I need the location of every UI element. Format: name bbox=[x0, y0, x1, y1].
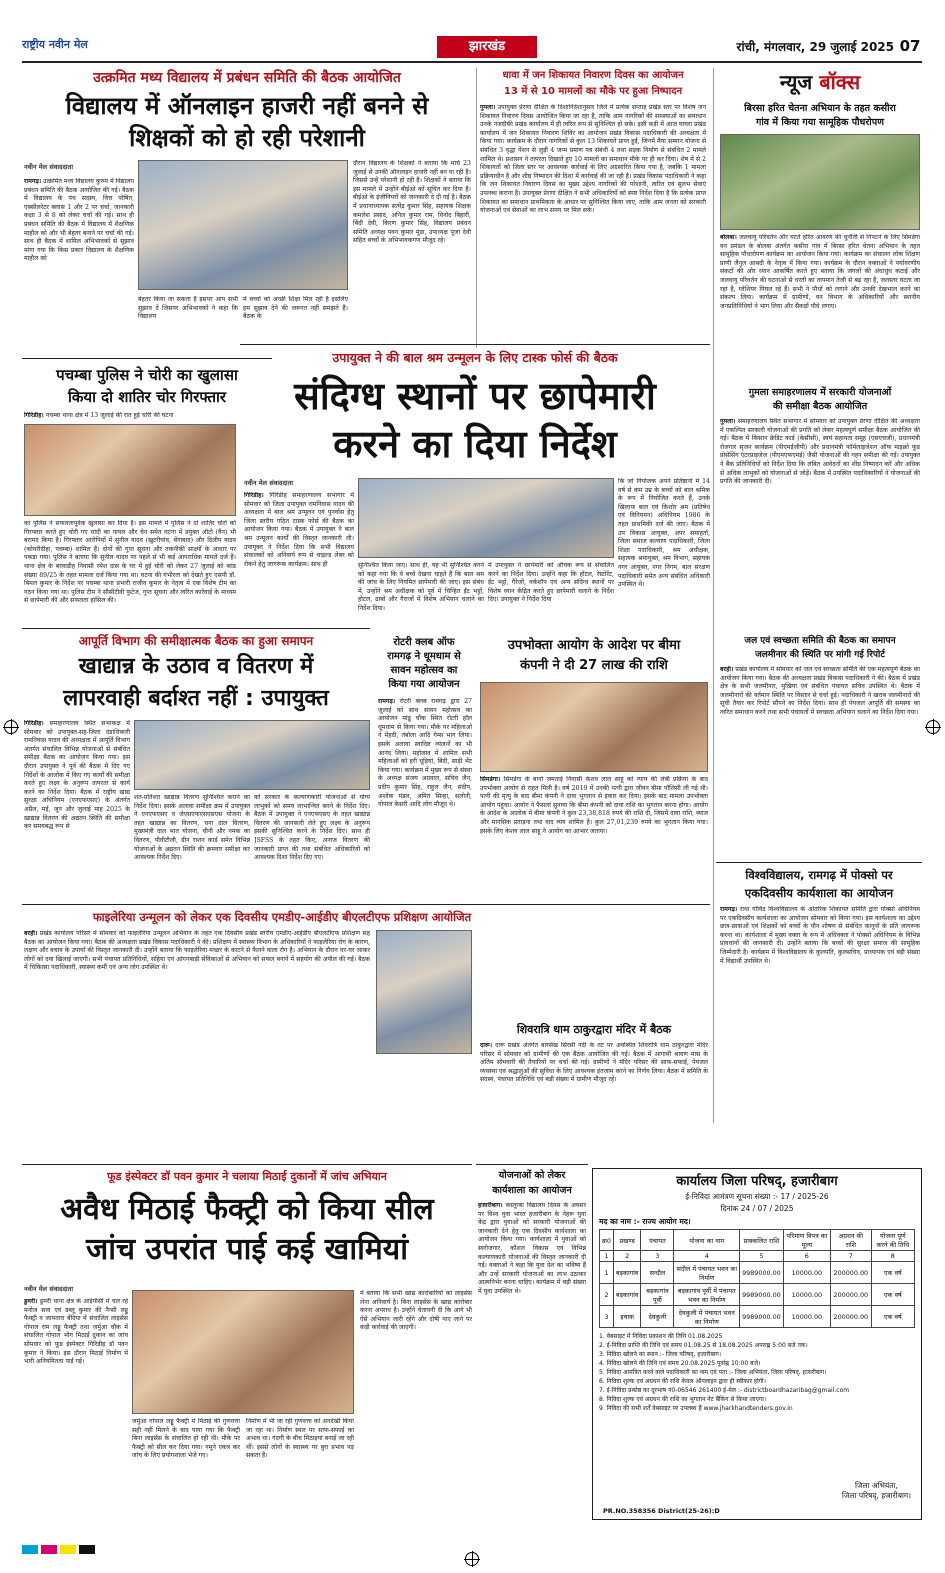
story7-headline-1: उपभोक्ता आयोग के आदेश पर बीमा bbox=[507, 638, 681, 653]
story4-col3: में उपायुक्त ने छापेमारी को औचक रूप से संचालित करने का निर्देश दिया। उन्होंने कहा कि होटल, रेस्टोरेंट, ईंट भट्ठों, गैरेजों, वर्कशॉप एवं अन्य संदिग्ध स्थानों पर विशेष ध्यान केंद्रित करते हुए छापेमारी चलाने के निर्देश दिए। उपायुक्त ने निर्देश दिया bbox=[488, 562, 614, 604]
tender-colnum-cell: 5 bbox=[740, 1251, 784, 1262]
tender-header-row bbox=[600, 1230, 915, 1251]
tender-colnum-cell: 2 bbox=[613, 1251, 640, 1262]
story1-body-c: में बच्चों को अच्छी शिक्षा मिल रही है इसलिए हम सुझाव देने की जरूरत नहीं समझते हैं। बैठक के bbox=[243, 296, 348, 321]
story5-col1: गिरिडीह। समाहरणालय स्थित सभाकक्ष में सोमवार को उपायुक्त-सह-जिला दंडाधिकारी रामनिवास यादव की अध्यक्षता में आपूर्ति विभाग अंतर्गत संचालित विभिन्न योजनाओं से संबंधित समीक्षा बैठक का आयोजन किया गया। इस दौरान उपायुक्त ने पूर्व की बैठक में दिए गए निर्देशों के आलोक में किए गए कार्यों की समीक्षा करते हुए लक्ष्य के अनुरूप तत्परता से कार्य करने का निर्देश दिया। बैठक में राष्ट्रीय खाद्य सुरक्षा अधिनियम (एनएफएसए) के अंतर्गत अप्रैल, मई, जून और जुलाई माह 2025 के खाद्यान्न वितरण की अद्यतन स्थिति की समीक्षा कर समयबद्ध रूप से bbox=[24, 720, 130, 831]
table-cell: देवकुली bbox=[641, 1306, 674, 1328]
story4-headline-2: करने का दिया निर्देश bbox=[333, 422, 617, 466]
table-row bbox=[600, 1306, 915, 1328]
table-cell: 200000.00 bbox=[830, 1284, 871, 1306]
story7-headline-2: कंपनी ने दी 27 लाख की राशि bbox=[520, 658, 668, 673]
story1-body-d: दौरान विद्यालय के शिक्षकों ने बताया कि मार्च 23 जुलाई से उनकी ऑनलाइन हाजरी नहीं बन पा रही है। जिससे उन्हें परेशानी हो रही है। शिक्षकों ने बताया कि इस मामले में उन्होंने बीईओ को सूचित कर दिया है। बीईओ के इंजीनियरों को जानकारी दे दी गई है। बैठक में प्रधानाध्यापक सत्येंद्र कुमार सिंह, सहायक शिक्षक कमलेश प्रसाद, अनिल कुमार राम, विनोद बिहारी, बिंदी देवी, किरण कुमार सिंह, विद्यालय प्रबंधन समिति अध्यक्ष पवन कुमार मुंडा, उपाध्यक्ष पूजा देवी सहित बच्चों के अभिभावकगण मौजूद रहे। bbox=[353, 160, 471, 245]
table-cell: एक वर्ष bbox=[871, 1284, 914, 1306]
tender-header-cell: प्रखण्ड bbox=[613, 1230, 640, 1251]
tender-colnum-cell: 3 bbox=[641, 1251, 674, 1262]
table-cell: इचाक bbox=[613, 1306, 640, 1328]
story11-kicker: फूड इंस्पेक्टर डॉ पवन कुमार ने चलाया मिठाई दुकानों में जांच अभियान bbox=[107, 1170, 387, 1183]
story12-headline-2: कार्यशाला का आयोजन bbox=[492, 1185, 572, 1196]
section-tab: झारखंड bbox=[437, 36, 537, 58]
tender-header-cell: प्राक्कलित राशि bbox=[740, 1230, 784, 1251]
right-col-separator bbox=[713, 68, 714, 1123]
table-cell: 10000.00 bbox=[783, 1306, 830, 1328]
newsbox-b1: बोलबा। जलवायु परिवर्तन और घटते हरित आवरण की चुनौती से निपटने के लिए सिमडेगा वन प्रमंडल के बोलबा अंतर्गत कसीरा गांव में बिरसा हरित चेतना अभियान के तहत सामूहिक पौधारोपण कार्यक्रम का आयोजन किया गया। कार्यक्रम का संचालन लोक शिक्षण प्राणी जैनुल आबदी के नेतृत्व में किया गया। कार्यक्रम के दौरान वक्ताओं ने पर्यावरणीय संकटों की ओर ध्यान आकर्षित करते हुए बताया कि जंगलों की अंधाधुंध कटाई और जलवायु परिवर्तन की घटनाओं से धरती का तापमान तेजी से बढ़ रहा है, जलस्तर घटता जा रहा है, ग्लेशियर पिघल रहे हैं। सभी ने पौधों को लगाने और उनकी देखभाल करने का संकल्प लिया। कार्यक्रम में ग्रामीणों, वन विभाग के अधिकारियों और स्थानीय जनप्रतिनिधियों ने भाग लिया और सैकड़ों पौधे लगाए। bbox=[720, 234, 920, 310]
table-cell: 10000.00 bbox=[783, 1284, 830, 1306]
tender-date-label: दिनांक bbox=[720, 1204, 739, 1213]
tender-note: 2. ई-निविदा प्राप्ति की तिथि एवं समय 01.08.25 से 18.08.2025 अपराह्न 5:00 बजे तक। bbox=[599, 1342, 808, 1349]
newsbox-h3-1: जल एवं स्वच्छता समिति की बैठक का समापन bbox=[744, 636, 896, 646]
tender-sign-org: जिला परिषद्, हजारीबाग। bbox=[841, 1491, 911, 1500]
story5-kicker: आपूर्ति विभाग की समीक्षात्मक बैठक का हुआ समापन bbox=[78, 634, 314, 648]
tender-office: कार्यालय जिला परिषद्, हजारीबाग bbox=[676, 1174, 838, 1189]
newsbox-b2: गुमला। समाहरणालय स्थित सभागार में सोमवार को उपायुक्त प्रेरणा दीक्षित की अध्यक्षता में एकल्पित सरकारी योजनाओं की प्रगति को लेकर महत्वपूर्ण समीक्षा बैठक आयोजित की गई। बैठक में किसान क्रेडिट कार्ड (केसीसी), स्वयं सहायता समूह (एसएचजी), प्रधानमंत्री रोजगार सृजन कार्यक्रम (पीएमईजीपी) और प्रधानमंत्री फॉर्मलाइजेशन ऑफ माइक्रो फूड प्रोसेसिंग एंटरप्राइजेज (पीएमएफएमई) जैसी योजनाओं की गहन समीक्षा की गई। उपायुक्त ने बैंक प्रतिनिधियों को निर्देश दिया कि लंबित आवेदनों का शीघ्र निष्पादन करें और अधिक से अधिक लाभुकों को योजनाओं से जोड़ें। बैठक में उपस्थित पदाधिकारियों ने योजनाओं की प्रगति की जानकारी दी। bbox=[720, 418, 920, 486]
tender-note: 3. निविदा खोलने का स्थान :- जिला परिषद्, हजारीबाग। bbox=[599, 1351, 722, 1358]
story7-photo bbox=[480, 682, 708, 772]
tender-fund: मद का नाम :- राज्य आयोग मद। bbox=[599, 1217, 691, 1226]
swatch-magenta bbox=[41, 1545, 57, 1554]
swatch-cyan bbox=[22, 1545, 38, 1554]
table-cell: बड़कागांव पूर्वी bbox=[641, 1284, 674, 1306]
tender-colnum-cell: 7 bbox=[830, 1251, 871, 1262]
story9-body: बरही। प्रखंड कार्यालय परिसर में सोमवार को फाइलेरिया उन्मूलन अभियान के तहत एक दिवसीय प्रखंड स्तरीय एमडीए-आईडीए बीएलटीएफ प्रशिक्षण सह बैठक का आयोजन किया गया। बैठक की अध्यक्षता प्रखंड विकास पदाधिकारी ने की। प्रशिक्षण में स्वास्थ्य विभाग के अधिकारियों ने फाइलेरिया रोग के कारण, लक्षण और बचाव के उपायों की विस्तृत जानकारी दी। उन्होंने बताया कि फाइलेरिया मच्छर के काटने से फैलने वाला रोग है। अभियान के दौरान घर-घर जाकर लोगों को दवा खिलाई जाएगी। सभी पंचायत प्रतिनिधियों, सहिया एवं आंगनबाड़ी सेविकाओं से अभियान को सफल बनाने में सहयोग की अपील की गई। बैठक में चिकित्सा पदाधिकारी, स्वास्थ्य कर्मी एवं अन्य लोग उपस्थित थे। bbox=[24, 930, 370, 972]
story8-headline-2: एकदिवसीय कार्यशाला का आयोजन bbox=[744, 886, 894, 900]
tender-colnum-row bbox=[600, 1251, 915, 1262]
news-box-title-b: बॉक्स bbox=[819, 70, 861, 94]
story1-byline: नवीन मेल संवाददाता bbox=[24, 163, 73, 171]
masthead bbox=[22, 34, 922, 60]
tender-note: 7. ई-निविदा प्रकोष्ठ का दूरभाष नं0-06546 261400 ई-मेल :- districtboardhazaribag@gmail.com bbox=[599, 1387, 850, 1394]
story4-col4: कि जो नियोजक अपने प्रतिष्ठानों में 14 वर्ष से कम उम्र के बच्चों को बाल श्रमिक के रूप में नियोजित करते हैं, उनके खिलाफ बाल एवं किशोर श्रम (प्रतिषेध एवं विनियमन) अधिनियम 1986 के तहत प्राथमिकी दर्ज की जाए। बैठक में उप विकास आयुक्त, अपर समाहर्ता, जिला समाज कल्याण पदाधिकारी, जिला शिक्षा पदाधिकारी, श्रम अधीक्षक, सहायक श्रमायुक्त, श्रम विभाग, सहायक नगर आयुक्त, नगर निगम, बाल संरक्षण पदाधिकारी समेत अन्य संबंधित अधिकारी उपस्थित थे। bbox=[618, 478, 710, 589]
table-cell: 10000.00 bbox=[783, 1262, 830, 1284]
story12-body: हजारीबाग। कस्तूरबा विद्यालय दिवस के अवसर पर विश्व युवा भारत हजारीबाग के नेहरू युवा केंद्र द्वारा युवाओं को सरकारी योजनाओं की जानकारी देने हेतु एक दिवसीय कार्यशाला का आयोजन किया गया। कार्यशाला में युवाओं को स्वरोजगार, कौशल विकास एवं विभिन्न कल्याणकारी योजनाओं की विस्तृत जानकारी दी गई। वक्ताओं ने कहा कि युवा देश का भविष्य हैं और उन्हें सरकारी योजनाओं का लाभ उठाकर आत्मनिर्भर बनना चाहिए। कार्यक्रम में बड़ी संख्या में युवा उपस्थित थे। bbox=[478, 1202, 586, 1295]
story11-byline: नवीन मेल संवाददाता bbox=[24, 1285, 73, 1293]
table-cell: 200000.00 bbox=[830, 1262, 871, 1284]
story9-rule bbox=[22, 904, 710, 905]
tender-colnum-cell: 8 bbox=[871, 1251, 914, 1262]
story5-photo bbox=[134, 720, 370, 790]
newsbox-h2-2: की समीक्षा बैठक आयोजित bbox=[772, 401, 868, 412]
tender-note: 8. निविदा शुल्क एवं अग्रधन की राशि का भुगतान नेट बैंकिंग से किया जाएगा। bbox=[599, 1396, 767, 1403]
tender-notice-no: 17 / 2025-26 bbox=[780, 1192, 829, 1201]
tender-note: 6. निविदा शुल्क एवं अग्रधन की राशि केवल ऑनलाइन द्वारा ही स्वीकार होगी। bbox=[599, 1378, 766, 1385]
tender-colnum-cell: 4 bbox=[674, 1251, 740, 1262]
story4-headline-1: संदिग्ध स्थानों पर छापेमारी bbox=[294, 374, 656, 418]
col-separator bbox=[476, 68, 477, 348]
table-cell: एक वर्ष bbox=[871, 1306, 914, 1328]
story5-col2: शत-प्रतिशत खाद्यान्न वितरण सुनिश्चित कराने का निर्देश दिया। इसके अलावा समीक्षा क्रम में उपायुक्त ने एनएफएसए व जेएसएफएसएसएस योजना के तहत खाद्यान्न का वितरण, चना दाल वितरण, मुख्यमंत्री दाल भात योजना, चीनी और नमक का वितरण, पीवीटीजी, ग्रीन राशन कार्ड समेत विभिन्न योजनाओं के अद्यतन स्थिति की क्रमवार समीक्षा कर आवश्यक निर्देश दिए। bbox=[134, 794, 250, 862]
table-cell: 3 bbox=[600, 1306, 614, 1328]
story11-col4: में बताया कि सभी खाद्य कारोबारियों को लाइसेंस लेना अनिवार्य है। बिना लाइसेंस के खाद्य कारोबार करना अपराध है। उन्होंने चेतावनी दी कि आगे भी ऐसे अभियान जारी रहेंगे और दोषी पाए जाने पर कड़ी कार्रवाई की जाएगी। bbox=[360, 1290, 472, 1332]
masthead-rule bbox=[22, 61, 922, 63]
table-cell: 2 bbox=[600, 1284, 614, 1306]
tender-header-cell: योजना का नाम bbox=[674, 1230, 740, 1251]
newsbox-h2-1: गुमला समाहरणालय में सरकारी योजनाओं bbox=[748, 387, 892, 398]
tender-sign-title: जिला अभियंता, bbox=[855, 1481, 898, 1490]
tender-header-cell: परिमाण विपत्र का मूल्य bbox=[783, 1230, 830, 1251]
registration-mark-left bbox=[4, 720, 18, 734]
story6-body: रामगढ़। रोटरी क्लब रामगढ़ द्वारा 27 जुलाई को साथ सावन महोत्सव का आयोजन मांडू चौक स्थित रोटरी हॉल धूमधाम से किया गया। मौके पर महिलाओं ने मेंहदी, तंबोला आदि गेम्स भाग लिया। इसके अलावा स्वादिष्ट व्यंजनों का भी आनंद लिया। महोत्सव में शामिल सभी महिलाओं को हरी चूड़ियां, बिंदी, साड़ी भेंट किया गया। कार्यक्रम में मुख्य रूप से संस्था के अध्यक्ष संजय अग्रवाल, सचिव जैन, प्रदीप कुमार सिंह, राहुल जैन, संदीप, अशोक मंडल, अमित सिन्हा, सलोनी, गोपाल केसरी आदि लोग मौजूद थे। bbox=[378, 698, 472, 809]
story6-headline-1: रोटरी क्लब ऑफ bbox=[393, 637, 455, 648]
tender-colnum-cell: 1 bbox=[600, 1251, 614, 1262]
story4-col1: गिरिडीह। गिरिडीह समाहरणालय सभागार में सोमवार को जिला उपायुक्त रामनिवास यादव की अध्यक्षता में बाल श्रम उन्मूलन एवं पुनर्वास हेतु जिला स्तरीय गठित टास्क फोर्स की बैठक का आयोजन किया गया। बैठक में उपायुक्त ने बाल श्रम उन्मूलन कार्यों की विस्तृत जानकारी ली। उपायुक्त ने निर्देश दिया कि सभी विद्यालय संचालकों को अनिवार्य रूप से चाइल्ड लेबर को रोकने हेतु जागरूक कार्यक्रम। साथ ही bbox=[244, 492, 354, 568]
table-cell: संदौल में पंचायत भवन का निर्माण bbox=[674, 1262, 740, 1284]
story11-col2: जर्मुआ गोपाल लड्डू फैक्ट्री में मिठाई की गुणवत्ता सही नहीं मिलने के बाद पाया गया कि फैक्ट्री बिना लाइसेंस के संचालित हो रही थी। मौके पर फैक्ट्री को सील कर दिया गया। नमूने एकत्र कर जांच के लिए प्रयोगशाला भेजे गए। bbox=[132, 1418, 240, 1460]
story3-kicker-1: धावा में जन शिकायत निवारण दिवस का आयोजन bbox=[502, 70, 684, 81]
story10-headline: शिवरात्रि धाम ठाकुरद्वारा मंदिर में बैठक bbox=[516, 1023, 672, 1036]
story4-byline: नवीन मेल संवाददाता bbox=[244, 479, 293, 487]
registration-mark-right bbox=[926, 720, 940, 734]
story8-headline-1: विश्वविद्यालय, रामगढ़ में पोक्सो पर bbox=[745, 868, 893, 882]
table-row bbox=[600, 1284, 915, 1306]
story1-headline-1: विद्यालय में ऑनलाइन हाजरी नहीं बनने से bbox=[65, 92, 429, 120]
tender-notes bbox=[599, 1332, 915, 1413]
story1-photo bbox=[138, 160, 348, 290]
table-cell: बड़कागांव पूर्वी में पंचायत भवन का निर्माण bbox=[674, 1284, 740, 1306]
table-row bbox=[600, 1262, 915, 1284]
story7-body: सिमडेगा। सिमडेगा के बानो जमताई निवासी केशव लाल साहू को न्याय की लंबी प्रक्रिया के बाद उपभोक्ता आयोग से राहत मिली है। वर्ष 2019 में उनकी पत्नी द्वारा जीवन बीमा पॉलिसी ली गई थी। पत्नी की मृत्यु के बाद बीमा कंपनी ने दावा भुगतान से इंकार कर दिया। इसके बाद मामला उपभोक्ता आयोग पहुंचा। आयोग ने फैसला सुनाया कि बीमा कंपनी को दावा राशि का भुगतान करना होगा। आयोग के आदेश के आलोक में बीमा कंपनी ने कुल 23,38,818 रुपये की राशि दी, जिसमें दावा राशि, ब्याज और मानसिक प्रताड़ना तथा वाद व्यय शामिल है। कुल 27,01,239 रुपये का भुगतान किया गया। इसके लिए केशव लाल साहू ने आयोग का आभार जताया। bbox=[480, 776, 708, 835]
tender-notice-line bbox=[599, 1191, 915, 1203]
story12-rule bbox=[476, 1164, 588, 1165]
story2-rule bbox=[22, 358, 272, 359]
tender-date: 24 / 07 / 2025 bbox=[740, 1204, 794, 1213]
tender-header-cell: पंचायत bbox=[641, 1230, 674, 1251]
tender-header-cell: योजना पूर्ण करने की तिथि bbox=[871, 1230, 914, 1251]
newsbox-photo bbox=[720, 134, 920, 230]
story8-body: रामगढ़। राधा गोविंद विश्वविद्यालय के आंतरिक शिकायत समिति द्वारा पोक्सो अधिनियम पर एकदिवसीय कार्यशाला का आयोजन सोमवार को किया गया। इस कार्यशाला का उद्देश्य छात्र-छात्राओं एवं शिक्षकों को बच्चों के यौन शोषण से संबंधित कानूनों के प्रति जागरूक करना था। कार्यशाला में मुख्य वक्ता के रूप में अधिवक्ता ने पोक्सो अधिनियम के विभिन्न प्रावधानों की जानकारी दी। उन्होंने बताया कि बच्चों की सुरक्षा समाज की सामूहिक जिम्मेदारी है। कार्यक्रम में विश्वविद्यालय के कुलपति, कुलसचिव, प्राध्यापक एवं बड़ी संख्या में विद्यार्थी उपस्थित थे। bbox=[720, 906, 920, 965]
story4-photo bbox=[358, 478, 614, 558]
story5-headline-1: खाद्यान्न के उठाव व वितरण में bbox=[78, 654, 314, 679]
tender-note: 5. निविदा आमंत्रित करने वाले पदाधिकारी का नाम एवं पता :- जिला अभियंता, जिला परिषद्, हजारीबाग। bbox=[599, 1369, 827, 1376]
tender-note: 4. निविदा खोलने की तिथि एवं समय 20.08.2025 पूर्वाह्न 10:00 बजे। bbox=[599, 1360, 761, 1367]
table-cell: बड़कागांव bbox=[613, 1262, 640, 1284]
tender-sign bbox=[842, 1481, 911, 1501]
tender-note: 9. निविदा की सभी शर्तें वेबसाइट पर उपलब्ध हैं www.jharkhandtenders.gov.in bbox=[599, 1405, 793, 1412]
story5-col3: को सरकार के कल्याणकारी योजनाओं से योग्य लाभुकों को समय लाभान्वित करने के निर्देश दिए। बैठक में उपायुक्त ने एनएफएसए के तहत खाद्यान्न वितरण की जानकारी लेते हुए लक्ष्य के अनुरूप इसकी सुनिश्चित करने के निर्देश दिए। साथ ही JSFSS के तहत किए, अनाज वितरण की जानकारी प्राप्त की तथा संबंधित अधिकारियों को आवश्यक दिशा निर्देश दिए गए। bbox=[254, 794, 370, 862]
tender-date-line bbox=[599, 1203, 915, 1215]
tender-header-cell: अग्रधन की राशि bbox=[830, 1230, 871, 1251]
story5-headline-2: लापरवाही बर्दाश्त नहीं : उपायुक्त bbox=[63, 686, 329, 711]
table-cell: एक वर्ष bbox=[871, 1262, 914, 1284]
tender-colnum-cell: 6 bbox=[783, 1251, 830, 1262]
story11-headline-2: जांच उपरांत पाई कई खामियां bbox=[86, 1232, 408, 1267]
story11-headline-1: अवैध मिठाई फैक्ट्री को किया सील bbox=[60, 1192, 434, 1227]
tender-note: 1. वेबसाइट में निविदा प्रकाशन की तिथि 01.08.2025 bbox=[599, 1333, 723, 1340]
registration-mark-bottom bbox=[465, 1552, 479, 1566]
story11-rule bbox=[22, 1164, 472, 1165]
story1-kicker: उत्क्रमित मध्य विद्यालय में प्रबंधन समिति की बैठक आयोजित bbox=[93, 70, 401, 86]
tender-notice-label: ई-निविदा आमंत्रण सूचना संख्या :- bbox=[685, 1192, 779, 1201]
story2-photo bbox=[24, 424, 236, 516]
story4-rule bbox=[240, 344, 710, 345]
story11-col1: डुमरी। डुमरी थाना क्षेत्र के आईपीसी में चल रहे मनोज साव एवं डब्लू कुमार की नैन्सी लड्डू फैक्ट्री व जामतारा बेंदिया में संचालित लाइसेंस गोपाल राम लड्डू फैक्ट्री तथा जर्मुआ चौक में संचालित गोपाल भोग मिठाई दुकान का जांच सोमवार को फूड इंस्पेक्टर गिरिडीह डॉ पवन कुमार ने किया। इस दौरान मिठाई निर्माण में भारी अनियमितता पाई गई। bbox=[24, 1298, 128, 1366]
story11-col3: निर्माण में भी जा रही गुणवत्ता को अनदेखी किया जा रहा था। निर्माण स्थल पर साफ-सफाई का अभाव था। गंदगी के बीच मिठाइयां बनाई जा रही थीं। इससे लोगों के स्वास्थ्य पर बुरा प्रभाव पड़ सकता है। bbox=[246, 1418, 354, 1460]
newsbox-b3: बरही। प्रखंड कार्यालय में सोमवार को जल एवं स्वच्छता समिति की एक महत्वपूर्ण बैठक का आयोजन किया गया। बैठक की अध्यक्षता प्रखंड विकास पदाधिकारी ने की। बैठक में प्रखंड क्षेत्र के सभी जलमीनार, मुखिया एवं संबंधित पंचायत सचिव उपस्थित थे। बैठक में जलमीनारों की वर्तमान स्थिति पर विस्तार से चर्चा हुई। पदाधिकारी ने खराब जलमीनारों की सूची तैयार कर रिपोर्ट सौंपने का निर्देश दिया। साथ ही पेयजल आपूर्ति की समस्या का त्वरित समाधान करने तथा सभी पंचायतों में स्वच्छता अभियान चलाने का निर्देश दिया गया। bbox=[720, 666, 920, 716]
story4-kicker: उपायुक्त ने की बाल श्रम उन्मूलन के लिए टास्क फोर्स की बैठक bbox=[332, 350, 618, 365]
story8-rule bbox=[716, 862, 922, 863]
story9-kicker: फाइलेरिया उन्मूलन को लेकर एक दिवसीय एमडीए-आईडीए बीएलटीएफ प्रशिक्षण आयोजित bbox=[92, 910, 472, 924]
tender-pr-no: PR.NO.358356 District(25-26):D bbox=[603, 1507, 720, 1515]
swatch-yellow bbox=[60, 1545, 76, 1554]
story11-photo bbox=[132, 1290, 354, 1414]
page-number: 07 bbox=[899, 37, 921, 55]
story12-headline-1: योजनाओं को लेकर bbox=[498, 1170, 566, 1181]
story2-body: का पुलिस ने सफलतापूर्वक खुलासा कर दिया है। इस मामले में पुलिस ने दो शातिर चोरों को गिरफ्तार करते हुए चोरी गए चांदी का पायल और चेन समेत घटना में प्रयुक्त ऑटो (वैन) भी बरामद किया है। गिरफ्तार आरोपियों में सुनील यादव (खुटरीयांव, बेंगाबाद) और दिलीप यादव (कोयरीदीहा, पचम्बा) शामिल हैं। दोनों की गुप्त सूचना और तकनीकी साक्ष्यों के आधार पर पकड़ा गया। पुलिस ने बताया कि सुनील यादव पर पहले से भी कई आपराधिक मामले दर्ज हैं। थाना क्षेत्र के बरवाडीह निवासी रमेश दास के घर में हुई चोरी को लेकर 27 जुलाई को कांड संख्या 89/25 के तहत मामला दर्ज किया गया था। घटना की गंभीरता को देखते हुए एसपी डॉ. बिमल कुमार के निर्देश पर पचम्बा थाना प्रभारी राजीव कुमार के नेतृत्व में एक विशेष टीम का गठन किया गया था। पुलिस टीम ने सीसीटीवी फुटेज, गुप्त सूचना और त्वरित कार्रवाई के माध्यम से छापेमारी की और सफलता हासिल की। bbox=[24, 520, 236, 605]
tender-notice bbox=[592, 1168, 922, 1520]
swatch-black bbox=[79, 1545, 95, 1554]
story10-body: दारू। दारू प्रखंड अंतर्गत बलसेख सिरसी नदी के तट पर अवस्थित शिवरात्रि धाम ठाकुरद्वारा मंदिर परिसर में सोमवार को ग्रामीणों की एक बैठक आयोजित की गई। बैठक में आगामी श्रावण मास के अंतिम सोमवारी की तैयारियों पर चर्चा की गई। ग्रामीणों ने मंदिर परिसर की साफ-सफाई, पेयजल व्यवस्था एवं श्रद्धालुओं की सुविधा के लिए आवश्यक इंतजाम करने का निर्णय लिया। बैठक में समिति के सदस्य, पंचायत प्रतिनिधि एवं बड़ी संख्या में ग्रामीण मौजूद रहे। bbox=[480, 1042, 708, 1084]
tender-header-cell: क्र0 bbox=[600, 1230, 614, 1251]
tender-table bbox=[599, 1229, 915, 1328]
story5-rule bbox=[22, 628, 370, 629]
story2-lead: गिरिडीह। पचम्बा थाना क्षेत्र में 13 जुलाई की रात हुई चोरी की घटना bbox=[24, 412, 174, 419]
story1-headline-2: शिक्षकों को हो रही परेशानी bbox=[129, 124, 365, 152]
table-cell: बड़कागांव bbox=[613, 1284, 640, 1306]
newsbox-h1-1: बिरसा हरित चेतना अभियान के तहत कसीरा bbox=[744, 103, 896, 114]
story6-headline-2: रामगढ़ ने धूमधाम से bbox=[387, 651, 461, 662]
story6-headline-4: किया गया आयोजन bbox=[388, 679, 460, 690]
story1-body-a: रामगढ़। उत्क्रमित मध्य विद्यालय कुरुम में विद्यालय प्रबंधन समिति की बैठक आयोजित की गई। बैठक में विद्यालय के पंच सदस्य, वित्त पोषित, एक्सीलरेटर क्लास 1 और 2 पर चर्चा, जानकारी कक्षा 3 से 8 को लेकर चर्चा की गई। साथ ही प्रबंधन समिति की बैठक में विद्यालय में शैक्षणिक माहौल को और भी बेहतर बनाने पर चर्चा की गई। साथ ही बैठक में शामिल अभिभावकों से सुझाव मांगा गया कि किस प्रकार विद्यालय के शैक्षणिक माहौल को bbox=[24, 178, 134, 263]
story3-kicker-2: 13 में से 10 मामलों का मौके पर हुआ निष्पादन bbox=[503, 86, 683, 97]
story9-photo bbox=[376, 930, 472, 1054]
table-cell: देवकुली में पंचायत भवन का निर्माण bbox=[674, 1306, 740, 1328]
table-cell: 200000.00 bbox=[830, 1306, 871, 1328]
story6-headline-3: सावन महोत्सव का bbox=[390, 665, 458, 676]
news-box-title bbox=[718, 68, 922, 96]
news-box-title-a: न्यूज bbox=[779, 70, 813, 94]
story3-body: गुमला। उपायुक्त प्रेरणा दीक्षित के दिशानिर्देशानुसार जिले में प्रत्येक सप्ताह प्रखंड स्तर पर विशेष जन शिकायत निवारण दिवस आयोजित किया जा रहा है, ताकि आम नागरिकों की समस्याओं का समाधान उनके नजदीकी प्रखंड कार्यालय में ही त्वरित रूप से सुनिश्चित हो सके। इसी कड़ी में आज घाघरा प्रखंड कार्यालय में जन शिकायत निवारण शिविर का आयोजन प्रखंड विकास पदाधिकारी की अध्यक्षता में किया गया। कार्यक्रम के दौरान नागरिकों से कुल 13 शिकायतें प्राप्त हुईं, जिनमें मैया सम्मान योजना से संबंधित 3 वृद्धा पेंशन से जुड़ी 4 जन्म प्रमाण पत्र संबंधी 4 तथा सड़क निर्माण से संबंधित 2 मामले शामिल थे। प्रशासन ने तत्परता दिखाते हुए 10 मामलों का समाधान मौके पर ही कर दिया। शेष में से 2 शिकायतों को जिला स्तर पर आवश्यक कार्रवाई के लिए अग्रसारित किया गया है, जबकि 1 मामला प्रक्रियाधीन है और शीघ्र निष्पादन की दिशा में कार्रवाई की जा रही है। प्रखंड विकास पदाधिकारी ने कहा कि जन शिकायत निवारण दिवस का मुख्य उद्देश्य नागरिकों की परेशानी, त्वरित एवं सुलभ सेवाएं उपलब्ध कराना है। उपायुक्त प्रेरणा दीक्षित ने सभी अधिकारियों को स्पष्ट निर्देश दिया है कि प्रत्येक प्राप्त शिकायत का समाधान प्राथमिकता के आधार पर सुनिश्चित किया जाए, ताकि आम जनता को सरकारी योजनाओं एवं सेवाओं का लाभ समय पर मिल सके। bbox=[480, 104, 706, 215]
story4-col2: सुनिश्चित किया जाए। साथ ही, यह भी सुनिश्चित करने को कहा गया कि वे बच्चे देखना चाहते हैं कि बाल श्रम की जांच के लिए नियमित छापेमारी की जाए। इस संबंध में, उन्होंने श्रम अधीक्षक को पूर्व में चिन्हित ईंट भट्ठों, होटल, ढाबों और गैराजों में विशेष अभियान चलाने का निर्देश दिया। bbox=[358, 562, 484, 612]
story1-body-b: बेहतर किया जा सकता है इसपर आप सभी सुझाव दें जिसपर अभिभावकों ने कहा कि विद्यालय bbox=[138, 296, 238, 321]
story2-headline-1: पचम्बा पुलिस ने चोरी का खुलासा bbox=[56, 366, 238, 384]
brand-logo: राष्ट्रीय नवीन मेल bbox=[22, 38, 88, 51]
table-cell: 9989000.00 bbox=[740, 1306, 784, 1328]
table-cell: सन्दौल bbox=[641, 1262, 674, 1284]
table-cell: 1 bbox=[600, 1262, 614, 1284]
table-cell: 9989000.00 bbox=[740, 1262, 784, 1284]
story2-headline-2: किया दो शातिर चोर गिरफ्तार bbox=[67, 388, 227, 406]
newsbox-h1-2: गांव में किया गया सामूहिक पौधरोपण bbox=[755, 117, 885, 128]
table-cell: 9989000.00 bbox=[740, 1284, 784, 1306]
newsbox-h3-2: जलमीनार की स्थिति पर मांगी गई रिपोर्ट bbox=[755, 650, 885, 660]
dateline: रांची, मंगलवार, 29 जुलाई 2025 bbox=[736, 40, 894, 54]
